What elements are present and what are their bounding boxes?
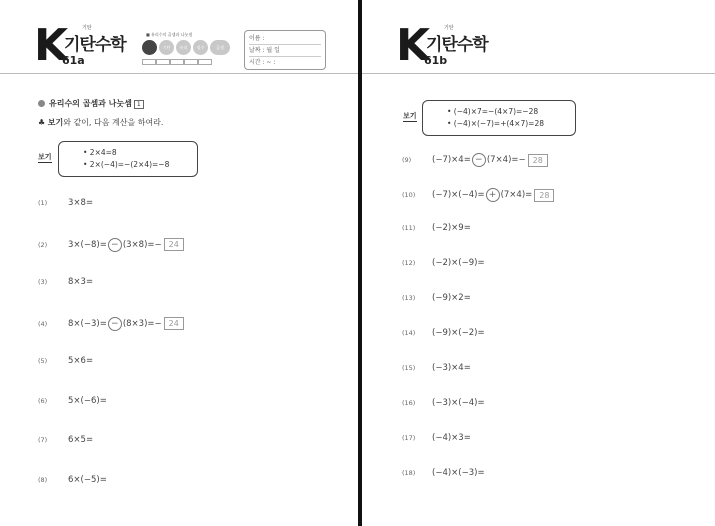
- problem-row: [402, 328, 485, 338]
- club-icon: ♣: [38, 118, 48, 127]
- score-cell: [184, 59, 198, 65]
- sign-circle[interactable]: −: [472, 153, 486, 167]
- bullet-icon: [38, 100, 45, 107]
- answer-box[interactable]: 28: [528, 154, 548, 167]
- level-circle: 기탄: [159, 40, 174, 55]
- problem-row: [38, 396, 107, 406]
- level-circle: [142, 40, 157, 55]
- level-circle: 곱셈: [210, 40, 230, 55]
- date-field[interactable]: 날짜 : 월 일: [249, 45, 321, 57]
- example-box: [422, 100, 576, 136]
- logo-letter: K: [396, 20, 429, 71]
- score-cell: [170, 59, 184, 65]
- logo-small-text: 기탄: [444, 25, 454, 31]
- problem-row: [38, 198, 93, 208]
- logo-small-text: 기탄: [82, 25, 92, 31]
- sign-circle[interactable]: −: [108, 317, 122, 331]
- problem-expression: (−9)×2=: [432, 293, 471, 303]
- score-cell: [156, 59, 170, 65]
- sign-circle[interactable]: +: [486, 188, 500, 202]
- problem-row: [402, 258, 485, 268]
- problem-number: (13): [402, 294, 416, 302]
- problem-row: [38, 356, 93, 366]
- problem-row: [38, 238, 184, 252]
- problem-expression: (−2)×(−9)=: [432, 258, 485, 268]
- problem-expression: (−7)×(−4)=: [432, 190, 485, 200]
- instruction-bold: 보기: [47, 118, 64, 127]
- problem-expression: (−4)×(−3)=: [432, 468, 485, 478]
- problem-expression: (−7)×4=: [432, 155, 471, 165]
- problem-number: (12): [402, 259, 416, 267]
- problem-expression: 6×(−5)=: [68, 474, 107, 485]
- instruction-text: 와 같이, 다음 계산을 하여라.: [63, 118, 164, 127]
- problem-row: [402, 188, 554, 202]
- sign-circle[interactable]: −: [108, 238, 122, 252]
- problem-row: [402, 223, 471, 233]
- problem-row: [38, 435, 93, 445]
- problem-expression: (−9)×(−2)=: [432, 328, 485, 338]
- score-cell: [142, 59, 156, 65]
- problem-number: (5): [38, 357, 48, 365]
- problem-number: (6): [38, 396, 48, 405]
- problem-row: [38, 475, 107, 485]
- level-circle: 정수: [193, 40, 208, 55]
- problem-expression: 8×3=: [68, 277, 94, 287]
- instruction: [38, 117, 163, 128]
- example-box: [58, 141, 198, 177]
- level-circle: 유리: [176, 40, 191, 55]
- section-number: 1: [134, 100, 144, 109]
- problem-row: [402, 293, 471, 303]
- student-info-box: [244, 30, 326, 70]
- problem-expression: (−4)×3=: [432, 433, 471, 443]
- problem-expression: (−2)×9=: [432, 223, 471, 233]
- meta-line: ■ 유리수의 곱셈과 나눗셈: [146, 32, 193, 37]
- problem-expression: (−3)×(−4)=: [432, 398, 485, 408]
- problem-number: (2): [38, 240, 48, 249]
- example-line: • (−4)×(−7)=+(4×7)=28: [447, 119, 544, 128]
- problem-number: (15): [402, 364, 416, 372]
- problem-expression: 6×5=: [68, 435, 94, 445]
- problem-expression-rest: (3×8)=−: [122, 239, 162, 250]
- example-tag: 보기: [38, 153, 52, 161]
- time-field[interactable]: 시간 : ~ :: [249, 59, 276, 66]
- example-tag: 보기: [403, 112, 417, 120]
- problem-expression: 8×(−3)=: [68, 318, 107, 329]
- problem-row: [402, 468, 485, 478]
- problem-expression: 5×6=: [68, 356, 94, 366]
- problem-expression: 3×8=: [68, 198, 94, 208]
- problem-number: (14): [402, 329, 416, 337]
- problem-number: (3): [38, 278, 48, 286]
- section-title: [38, 98, 144, 109]
- problem-row: [402, 398, 485, 408]
- problem-number: (18): [402, 469, 416, 477]
- problem-number: (7): [38, 436, 48, 444]
- score-cell: [198, 59, 212, 65]
- problem-expression: (−3)×4=: [432, 363, 471, 373]
- example-line: • 2×4=8: [83, 148, 117, 157]
- page-code: 61b: [424, 54, 448, 67]
- logo-brand-text: 기탄수학: [64, 35, 126, 55]
- problem-row: [38, 317, 184, 331]
- worksheet-page-61b: [362, 0, 715, 526]
- problem-expression-rest: (8×3)=−: [122, 318, 162, 329]
- level-indicator: [142, 32, 234, 70]
- example-line: • 2×(−4)=−(2×4)=−8: [83, 160, 170, 169]
- answer-box[interactable]: 24: [164, 238, 184, 251]
- answer-box[interactable]: 24: [164, 317, 184, 330]
- problem-number: (1): [38, 199, 48, 207]
- score-grid: [142, 59, 212, 65]
- problem-expression: 3×(−8)=: [68, 239, 107, 250]
- problem-row: [402, 363, 471, 373]
- brand-logo: [396, 20, 488, 71]
- problem-number: (9): [402, 156, 412, 164]
- problem-number: (10): [402, 191, 416, 199]
- problem-row: [402, 153, 548, 167]
- name-field[interactable]: 이름 :: [249, 33, 321, 45]
- level-circles: [142, 40, 230, 55]
- problem-expression-rest: (7×4)=−: [486, 155, 526, 165]
- example-line: • (−4)×7=−(4×7)=−28: [447, 107, 539, 116]
- page-header: [0, 2, 358, 74]
- problem-number: (16): [402, 399, 416, 407]
- problem-number: (8): [38, 475, 48, 484]
- problem-expression: 5×(−6)=: [68, 395, 107, 406]
- problem-number: (4): [38, 319, 48, 328]
- page-code: 61a: [62, 54, 85, 67]
- page-header: [362, 2, 715, 74]
- answer-box[interactable]: 28: [534, 189, 554, 202]
- section-title-text: 유리수의 곱셈과 나눗셈: [49, 99, 132, 108]
- logo-letter: K: [34, 20, 67, 71]
- problem-row: [402, 433, 471, 443]
- problem-number: (17): [402, 434, 416, 442]
- problem-number: (11): [402, 224, 416, 232]
- problem-expression-rest: (7×4)=: [500, 190, 533, 200]
- logo-brand-text: 기탄수학: [426, 35, 488, 55]
- problem-row: [38, 277, 93, 287]
- brand-logo: [34, 20, 126, 71]
